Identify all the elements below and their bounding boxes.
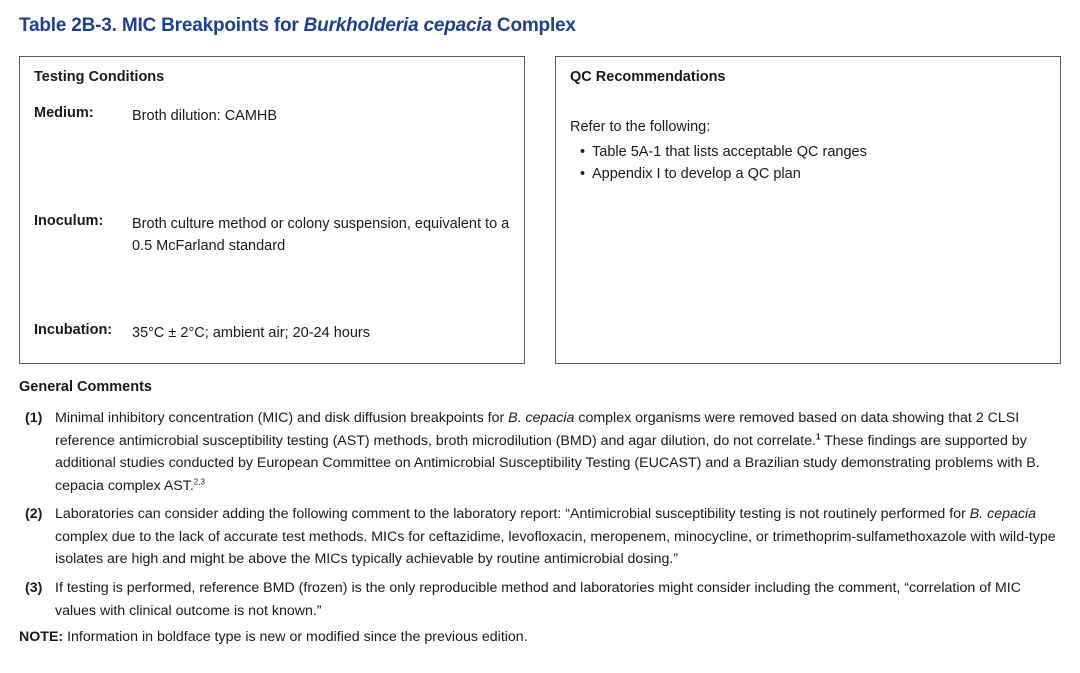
comment-number: (2) (25, 506, 43, 522)
comment-text-part: Minimal inhibitory concentration (MIC) and disk diffusion breakpoints for (55, 410, 509, 426)
comment-organism: B. cepacia (969, 506, 1037, 522)
comment-number: (3) (25, 580, 43, 596)
incubation-label: Incubation: (34, 322, 113, 338)
comment-text-part: These findings are supported by additional studies conducted by European Committee on Antimicrobial Susceptibility Testing (EUCAST) and a Brazilian study demonstrating problems with B. cepacia complex AST. (55, 432, 1040, 494)
note (19, 629, 528, 645)
comment-text-part: complex due to the lack of accurate test methods. MICs for ceftazidime, levofloxacin, meropenem, minocycline, or trimethoprim-sulfamethoxazole with wild-type isolates are high and might be above the MICs typically achievable by routine antimicrobial dosing.” (55, 528, 1056, 567)
comment-number: (1) (25, 410, 43, 426)
qc-list-item: • Table 5A-1 that lists acceptable QC ranges (580, 141, 867, 163)
qc-list-item: • Appendix I to develop a QC plan (580, 163, 867, 185)
comment-text-part: complex organisms were removed based on data showing that 2 CLSI reference antimicrobial susceptibility testing (AST) methods, broth microdilution (BMD) and agar dilution, do not correlate. (55, 410, 1020, 449)
title-organism: Burkholderia cepacia (303, 15, 492, 36)
comment-text (55, 407, 1060, 497)
qc-heading: QC Recommendations (570, 69, 726, 85)
comment-organism: B. cepacia (508, 410, 575, 426)
general-comment-3 (25, 577, 1060, 622)
general-comment-1 (25, 407, 1060, 497)
note-label: NOTE: (19, 629, 64, 645)
qc-list (580, 141, 867, 185)
general-comments-heading: General Comments (19, 379, 152, 395)
inoculum-value: Broth culture method or colony suspension, equivalent to a 0.5 McFarland standard (132, 216, 510, 254)
comment-text (55, 503, 1060, 571)
qc-intro: Refer to the following: (570, 119, 711, 135)
note-text: Information in boldface type is new or modified since the previous edition. (63, 629, 528, 645)
testing-conditions-box (19, 56, 525, 364)
testing-conditions-heading: Testing Conditions (34, 69, 165, 85)
qc-recommendations-box (555, 56, 1061, 364)
medium-label: Medium: (34, 105, 94, 121)
reference-superscript: 1 (815, 431, 821, 441)
page-title (19, 15, 576, 37)
medium-value: Broth dilution: CAMHB (132, 108, 278, 124)
inoculum-label: Inoculum: (34, 213, 104, 229)
general-comment-2 (25, 503, 1060, 571)
incubation-value: 35°C ± 2°C; ambient air; 20-24 hours (132, 325, 370, 341)
title-prefix: Table 2B-3. MIC Breakpoints for (19, 15, 304, 36)
title-suffix: Complex (491, 15, 576, 36)
comment-text: If testing is performed, reference BMD (frozen) is the only reproducible method and laboratories might consider including the comment, “correlation of MIC values with clinical outcome is not known.” (55, 580, 1021, 619)
reference-superscript: 2,3 (193, 476, 205, 486)
comment-text-part: Laboratories can consider adding the following comment to the laboratory report: “Antimicrobial susceptibility testing is not routinely performed for (55, 506, 970, 522)
